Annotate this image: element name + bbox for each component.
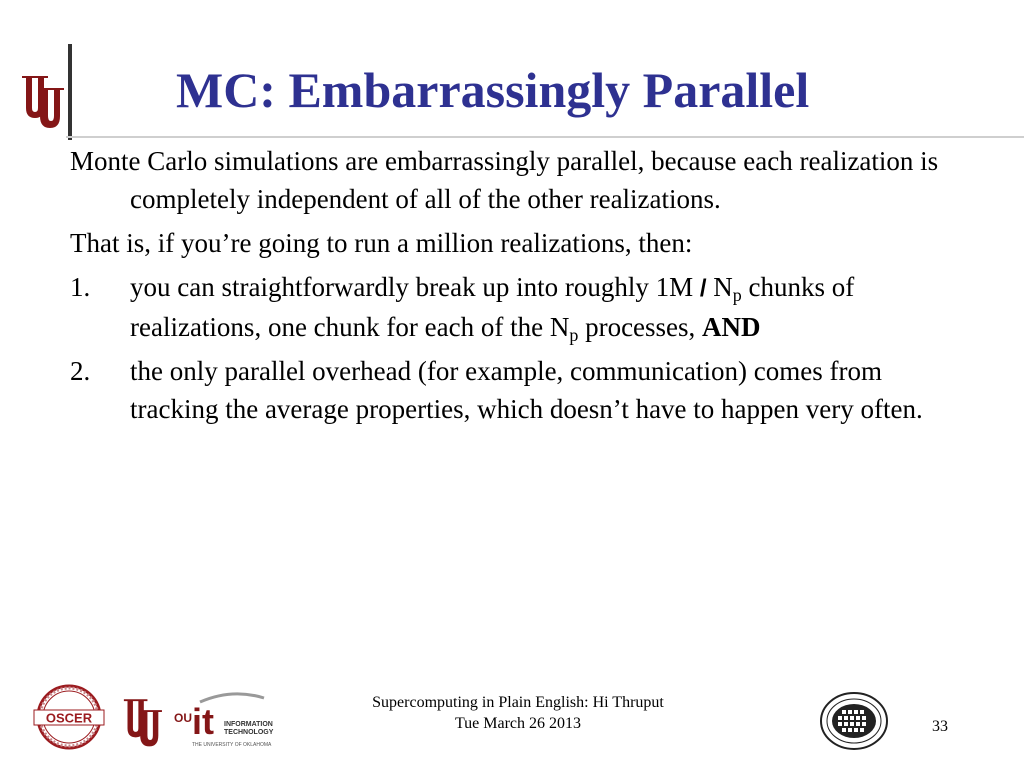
oscer-logo-text: OSCER (45, 710, 93, 726)
list-text (130, 268, 950, 346)
subscript: p (732, 285, 742, 305)
intro-paragraph: Monte Carlo simulations are embarrassingly parallel, because each realization is completely independent of all of the other realizations. (70, 146, 939, 214)
footer-line-1: Supercomputing in Plain English: Hi Thruput (372, 694, 664, 711)
it-logo-icon (172, 688, 288, 750)
list-text-part: you can straightforwardly break up into roughly 1M (130, 272, 700, 302)
list-text-part: chunks of realizations, one chunk for each of the N (130, 272, 855, 342)
footer-line-2: Tue March 26 2013 (454, 715, 582, 732)
oscer-logo-icon (24, 684, 114, 750)
list-item (70, 268, 950, 346)
list-number: 2. (70, 356, 91, 386)
vertical-rule (68, 44, 72, 140)
slide-title: MC: Embarrassingly Parallel (176, 62, 810, 118)
lead-paragraph: That is, if you’re going to run a million realizations, then: (70, 228, 693, 258)
it-logo-big-text: it (192, 701, 214, 742)
ou-logo-icon (120, 692, 164, 750)
list-number: 1. (70, 272, 91, 302)
it-logo-line: THE UNIVERSITY OF OKLAHOMA (192, 742, 272, 748)
page-number: 33 (932, 718, 948, 735)
supercomputing-logo-icon (818, 690, 890, 752)
it-logo-line: TECHNOLOGY (224, 729, 274, 736)
subscript: p (569, 325, 579, 345)
slash-symbol: / (699, 275, 707, 302)
bold-emphasis: AND (702, 312, 761, 342)
it-logo-small-text: OU (174, 711, 192, 725)
horizontal-rule (66, 136, 1024, 138)
it-logo-line: INFORMATION (224, 721, 273, 728)
list-text-part: N (706, 272, 733, 302)
list-text: the only parallel overhead (for example, communication) comes from tracking the average properties, which doesn’t have to happen very often. (130, 356, 923, 424)
list-item (70, 352, 950, 428)
list-text-part: processes, (578, 312, 703, 342)
footer-text (318, 692, 718, 734)
ou-logo-icon (18, 68, 66, 132)
slide-body (70, 142, 950, 434)
